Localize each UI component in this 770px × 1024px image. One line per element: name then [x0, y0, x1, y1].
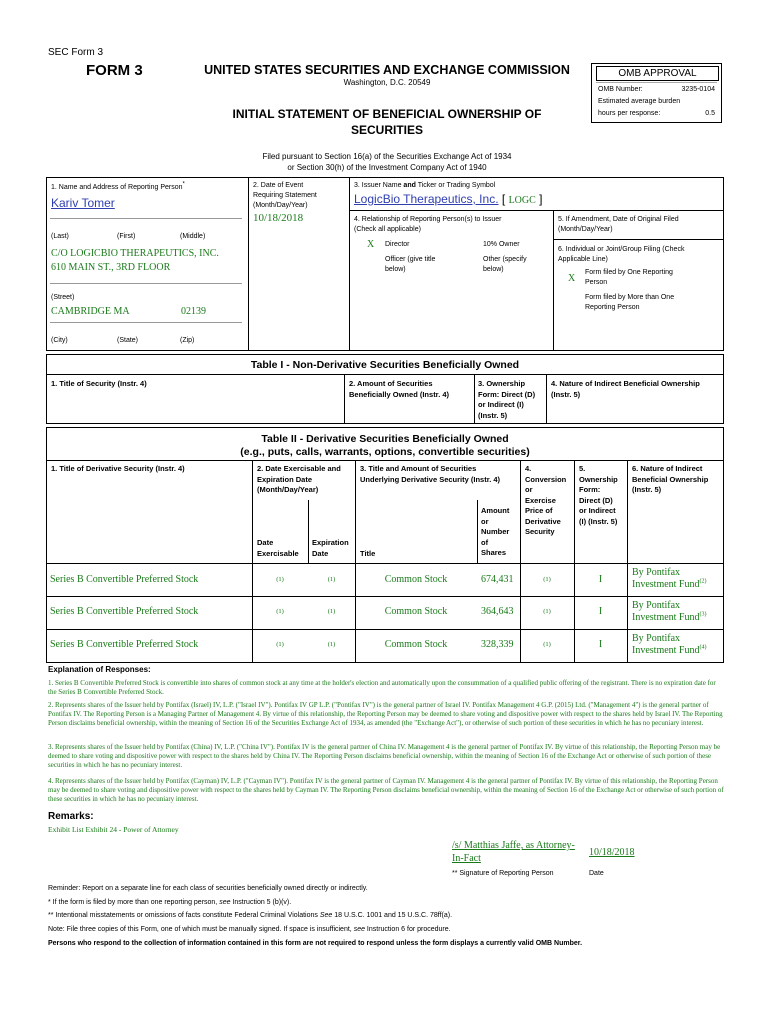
table2-amount-header: Amount or Number of Shares: [481, 506, 510, 557]
filed-line1: Filed pursuant to Section 16(a) of the Securities Exchange Act of 1934: [262, 152, 512, 161]
signature-label: ** Signature of Reporting Person: [452, 870, 554, 877]
divider-4-5: [553, 210, 554, 351]
table1-col-divider-1: [344, 374, 345, 424]
form-title: FORM 3: [86, 62, 143, 79]
table2-expiration-header: Expiration Date: [312, 538, 349, 558]
table2-col4-header: 4. Conversion or Exercise Price of Derivative Security: [525, 464, 567, 536]
one-person-checkmark: X: [568, 273, 576, 284]
omb-title: OMB APPROVAL: [596, 66, 719, 81]
bracket-close: ]: [539, 192, 543, 206]
divider-3-4: [349, 210, 724, 211]
divider-2-3: [349, 177, 350, 351]
table2-col-divider-3a: [477, 500, 478, 563]
footnote-1: 1. Series B Convertible Preferred Stock is convertible into shares of common stock at any time at the holder's election and automatically upon the consummation of a qualified public offering of the registrant. There is no expiration date for the Series B Convertible Preferred Stock.: [48, 679, 716, 697]
table2-col-divider-6: [627, 460, 628, 663]
row-ownership-form: I: [598, 606, 603, 617]
table2-col-divider-5: [574, 460, 575, 663]
omb-divider: [596, 82, 717, 83]
table1-col1-header: 1. Title of Security (Instr. 4): [51, 379, 147, 388]
footnote-4: 4. Represents shares of the Issuer held by Pontifax (Cayman) IV, L.P. ("Cayman IV"). Pontifax IV is the general partner of Cayman IV. Management 4 is the general partner of Pontifax IV. By virtue of this relationship, the Reporting Person may be deemed to share voting and dispositive power with respect to the shares held by Cayman IV. The Reporting Person disclaims beneficial ownership, within the meaning of Section 16 of the Exchange Act or otherwise of such portion of these securities in which he has no pecuniary interest.: [48, 777, 724, 804]
first-label: (First): [117, 233, 136, 240]
ticker-symbol: LOGC: [508, 195, 536, 206]
address-line2: 610 MAIN ST., 3RD FLOOR: [51, 262, 171, 273]
table2: [46, 427, 724, 663]
other-option: Other (specify below): [483, 256, 527, 273]
table2-col-divider-3: [355, 460, 356, 663]
remarks-heading: Remarks:: [48, 811, 94, 822]
row-price: (1): [543, 608, 551, 615]
note-copies: Note: File three copies of this Form, one of which must be manually signed. If space is insufficient, see Instruction 6 for procedure.: [48, 926, 451, 933]
row-security-title: Series B Convertible Preferred Stock: [50, 606, 199, 617]
signature-date: 10/18/2018: [589, 847, 635, 858]
omb-persons-note: Persons who respond to the collection of information contained in this form are not required to respond unless the form displays a currently valid OMB Number.: [48, 940, 583, 947]
director-checkmark: X: [367, 239, 375, 250]
city-label-small: (City): [51, 337, 68, 344]
table2-row-divider-1: [46, 596, 724, 597]
reporting-address: [51, 247, 219, 275]
signature-date-label: Date: [589, 870, 604, 877]
ten-percent-owner-option: 10% Owner: [483, 241, 520, 248]
divider-1-2: [248, 177, 249, 351]
table2-col3-header: 3. Title and Amount of Securities Underlying Derivative Security (Instr. 4): [360, 464, 501, 484]
reporting-person-name-link[interactable]: Kariv Tomer: [51, 196, 115, 210]
issuer-line: [354, 192, 542, 208]
explanation-heading: Explanation of Responses:: [48, 665, 151, 674]
table1-col3-header: 3. Ownership Form: Direct (D) or Indirect (I) (Instr. 5): [478, 379, 536, 420]
table2-col1-header: 1. Title of Derivative Security (Instr. 4): [51, 464, 185, 473]
zip-label: (Zip): [180, 337, 195, 344]
row-date-exercisable: (1): [276, 608, 284, 615]
row-price: (1): [543, 641, 551, 648]
address-line1: C/O LOGICBIO THERAPEUTICS, INC.: [51, 248, 219, 259]
street-label: (Street): [51, 294, 75, 301]
city-state-value: CAMBRIDGE MA: [51, 306, 130, 317]
omb-hours-value: 0.5: [705, 110, 715, 117]
more-reporting-person-option: Form filed by More than One Reporting Person: [585, 294, 675, 311]
table2-col-divider-1: [252, 460, 253, 663]
officer-option: Officer (give title below): [385, 256, 436, 273]
footnote-2: 2. Represents shares of the Issuer held by Pontifax (Israel) IV, L.P. ("Israel IV"). Pontifax IV GP L.P. ("Pontifax IV") is the general partner of Israel IV. Pontifax Management 4 G.P. (2015) Ltd. ("Management 4") is the general partner of Pontifax IV. The Reporting Person is a Managing Partner of Management 4. By virtue of this relationship, the Reporting Person may be deemed to share voting and dispositive power with respect to the shares held by Israel IV. The Reporting Person disclaims beneficial ownership, within the meaning of Section 16 of the Securities Exchange Act of 1934, as amended (the "Exchange Act"), or otherwise of such portion of these securities in which he has no pecuniary interest.: [48, 701, 723, 728]
row-underlying-title: Common Stock: [384, 639, 448, 650]
footnote-3: 3. Represents shares of the Issuer held by Pontifax (China) IV, L.P. ("China IV"). Pontifax IV is the general partner of China IV. Management 4 is the general partner of Pontifax IV. By virtue of this relationship, the Reporting Person may be deemed to share voting and dispositive power with respect to the shares held by China IV. The Reporting Person disclaims beneficial ownership, within the meaning of Section 16 of the Exchange Act or otherwise of such portion of these securities in which he has no pecuniary interest.: [48, 743, 721, 770]
director-option: Director: [385, 241, 410, 248]
box2-label: 2. Date of Event Requiring Statement (Month/Day/Year): [253, 182, 317, 209]
table2-col2-header: 2. Date Exercisable and Expiration Date (Month/Day/Year): [257, 464, 341, 494]
note-misstatements: ** Intentional misstatements or omissions of facts constitute Federal Criminal Violations See 18 U.S.C. 1001 and 15 U.S.C. 78ff(a).: [48, 912, 453, 919]
row-nature: By Pontifax Investment Fund$^{(4)}$: [632, 633, 707, 656]
name-underline: [50, 218, 242, 219]
row-price: (1): [543, 576, 551, 583]
table1-title: Table I - Non-Derivative Securities Beneficially Owned: [250, 359, 520, 371]
table1-title-divider: [46, 374, 724, 375]
statement-line2: SECURITIES: [350, 123, 423, 137]
table2-col5-header: 5. Ownership Form: Direct (D) or Indirect (I) (Instr. 5): [579, 464, 618, 526]
one-reporting-person-option: Form filed by One Reporting Person: [585, 269, 673, 286]
filed-line2: or Section 30(h) of the Investment Company Act of 1940: [287, 162, 487, 172]
box3-label: 3. Issuer Name and Ticker or Trading Symbol: [354, 182, 496, 189]
row-nature: By Pontifax Investment Fund$^{(2)}$: [632, 567, 707, 590]
box5-label: 5. If Amendment, Date of Original Filed (Month/Day/Year): [558, 216, 679, 233]
last-label: (Last): [51, 233, 69, 240]
table1-col-divider-3: [546, 374, 547, 424]
box4-label: 4. Relationship of Reporting Person(s) to Issuer (Check all applicable): [354, 216, 502, 233]
statement-title: [190, 106, 584, 138]
reminder-note: Reminder: Report on a separate line for each class of securities beneficially owned directly or indirectly.: [48, 885, 368, 892]
address-underline: [50, 283, 242, 284]
omb-number-value: 3235-0104: [681, 86, 715, 93]
zip-value: 02139: [181, 306, 206, 317]
row-expiration: (1): [327, 641, 336, 648]
row-amount: 674,431: [481, 574, 514, 585]
table2-underlying-title-header: Title: [360, 549, 376, 558]
event-date: 10/18/2018: [253, 212, 304, 224]
state-label: (State): [117, 337, 139, 344]
omb-burden-label: Estimated average burden: [598, 98, 681, 105]
issuer-name-link[interactable]: LogicBio Therapeutics, Inc.: [354, 192, 499, 206]
table2-row-divider-2: [46, 629, 724, 630]
table2-title: Table II - Derivative Securities Beneficially Owned (e.g., puts, calls, warrants, options, convertible securities): [240, 433, 530, 458]
statement-line1: INITIAL STATEMENT OF BENEFICIAL OWNERSHIP OF: [232, 107, 542, 121]
row-ownership-form: I: [598, 574, 603, 585]
row-expiration: (1): [327, 576, 336, 583]
row-underlying-title: Common Stock: [384, 606, 448, 617]
omb-number-label: OMB Number:: [598, 86, 643, 93]
box6-label: 6. Individual or Joint/Group Filing (Check Applicable Line): [558, 246, 685, 263]
row-date-exercisable: (1): [276, 641, 284, 648]
table2-col-divider-2a: [308, 500, 309, 563]
row-amount: 364,643: [481, 606, 514, 617]
signature-name: /s/ Matthias Jaffe, as Attorney- In-Fact: [452, 840, 575, 864]
remarks-text: Exhibit List Exhibit 24 - Power of Attorney: [48, 825, 179, 834]
row-expiration: (1): [327, 608, 336, 615]
row-date-exercisable: (1): [276, 576, 284, 583]
city-underline: [50, 322, 242, 323]
city-label: Washington, D.C. 20549: [343, 78, 431, 87]
omb-hours-label: hours per response:: [598, 110, 661, 117]
table1-col2-header: 2. Amount of Securities Beneficially Owned (Instr. 4): [349, 379, 450, 399]
filed-pursuant: [190, 152, 584, 173]
row-nature: By Pontifax Investment Fund$^{(3)}$: [632, 600, 707, 623]
table1-col-divider-2: [474, 374, 475, 424]
row-amount: 328,339: [481, 639, 514, 650]
box1-label: 1. Name and Address of Reporting Person*: [51, 181, 185, 191]
table2-date-exercisable-header: Date Exercisable: [257, 538, 299, 558]
main-title: UNITED STATES SECURITIES AND EXCHANGE COMMISSION: [204, 63, 570, 77]
table2-header-divider: [46, 563, 724, 564]
sec-form-label: SEC Form 3: [48, 47, 104, 58]
row-ownership-form: I: [598, 639, 603, 650]
row-security-title: Series B Convertible Preferred Stock: [50, 574, 199, 585]
bracket-open: [: [501, 192, 506, 206]
divider-5-6: [553, 239, 724, 240]
omb-approval-box: [591, 63, 722, 123]
table2-col-divider-4: [520, 460, 521, 663]
table2-col6-header: 6. Nature of Indirect Beneficial Ownership (Instr. 5): [632, 464, 709, 494]
note-multiple-persons: * If the form is filed by more than one reporting person, see Instruction 5 (b)(v).: [48, 899, 292, 906]
table1-col4-header: 4. Nature of Indirect Beneficial Ownership (Instr. 5): [551, 379, 700, 399]
row-underlying-title: Common Stock: [384, 574, 448, 585]
table2-title-divider: [46, 460, 724, 461]
row-security-title: Series B Convertible Preferred Stock: [50, 639, 199, 650]
middle-label: (Middle): [180, 233, 206, 240]
